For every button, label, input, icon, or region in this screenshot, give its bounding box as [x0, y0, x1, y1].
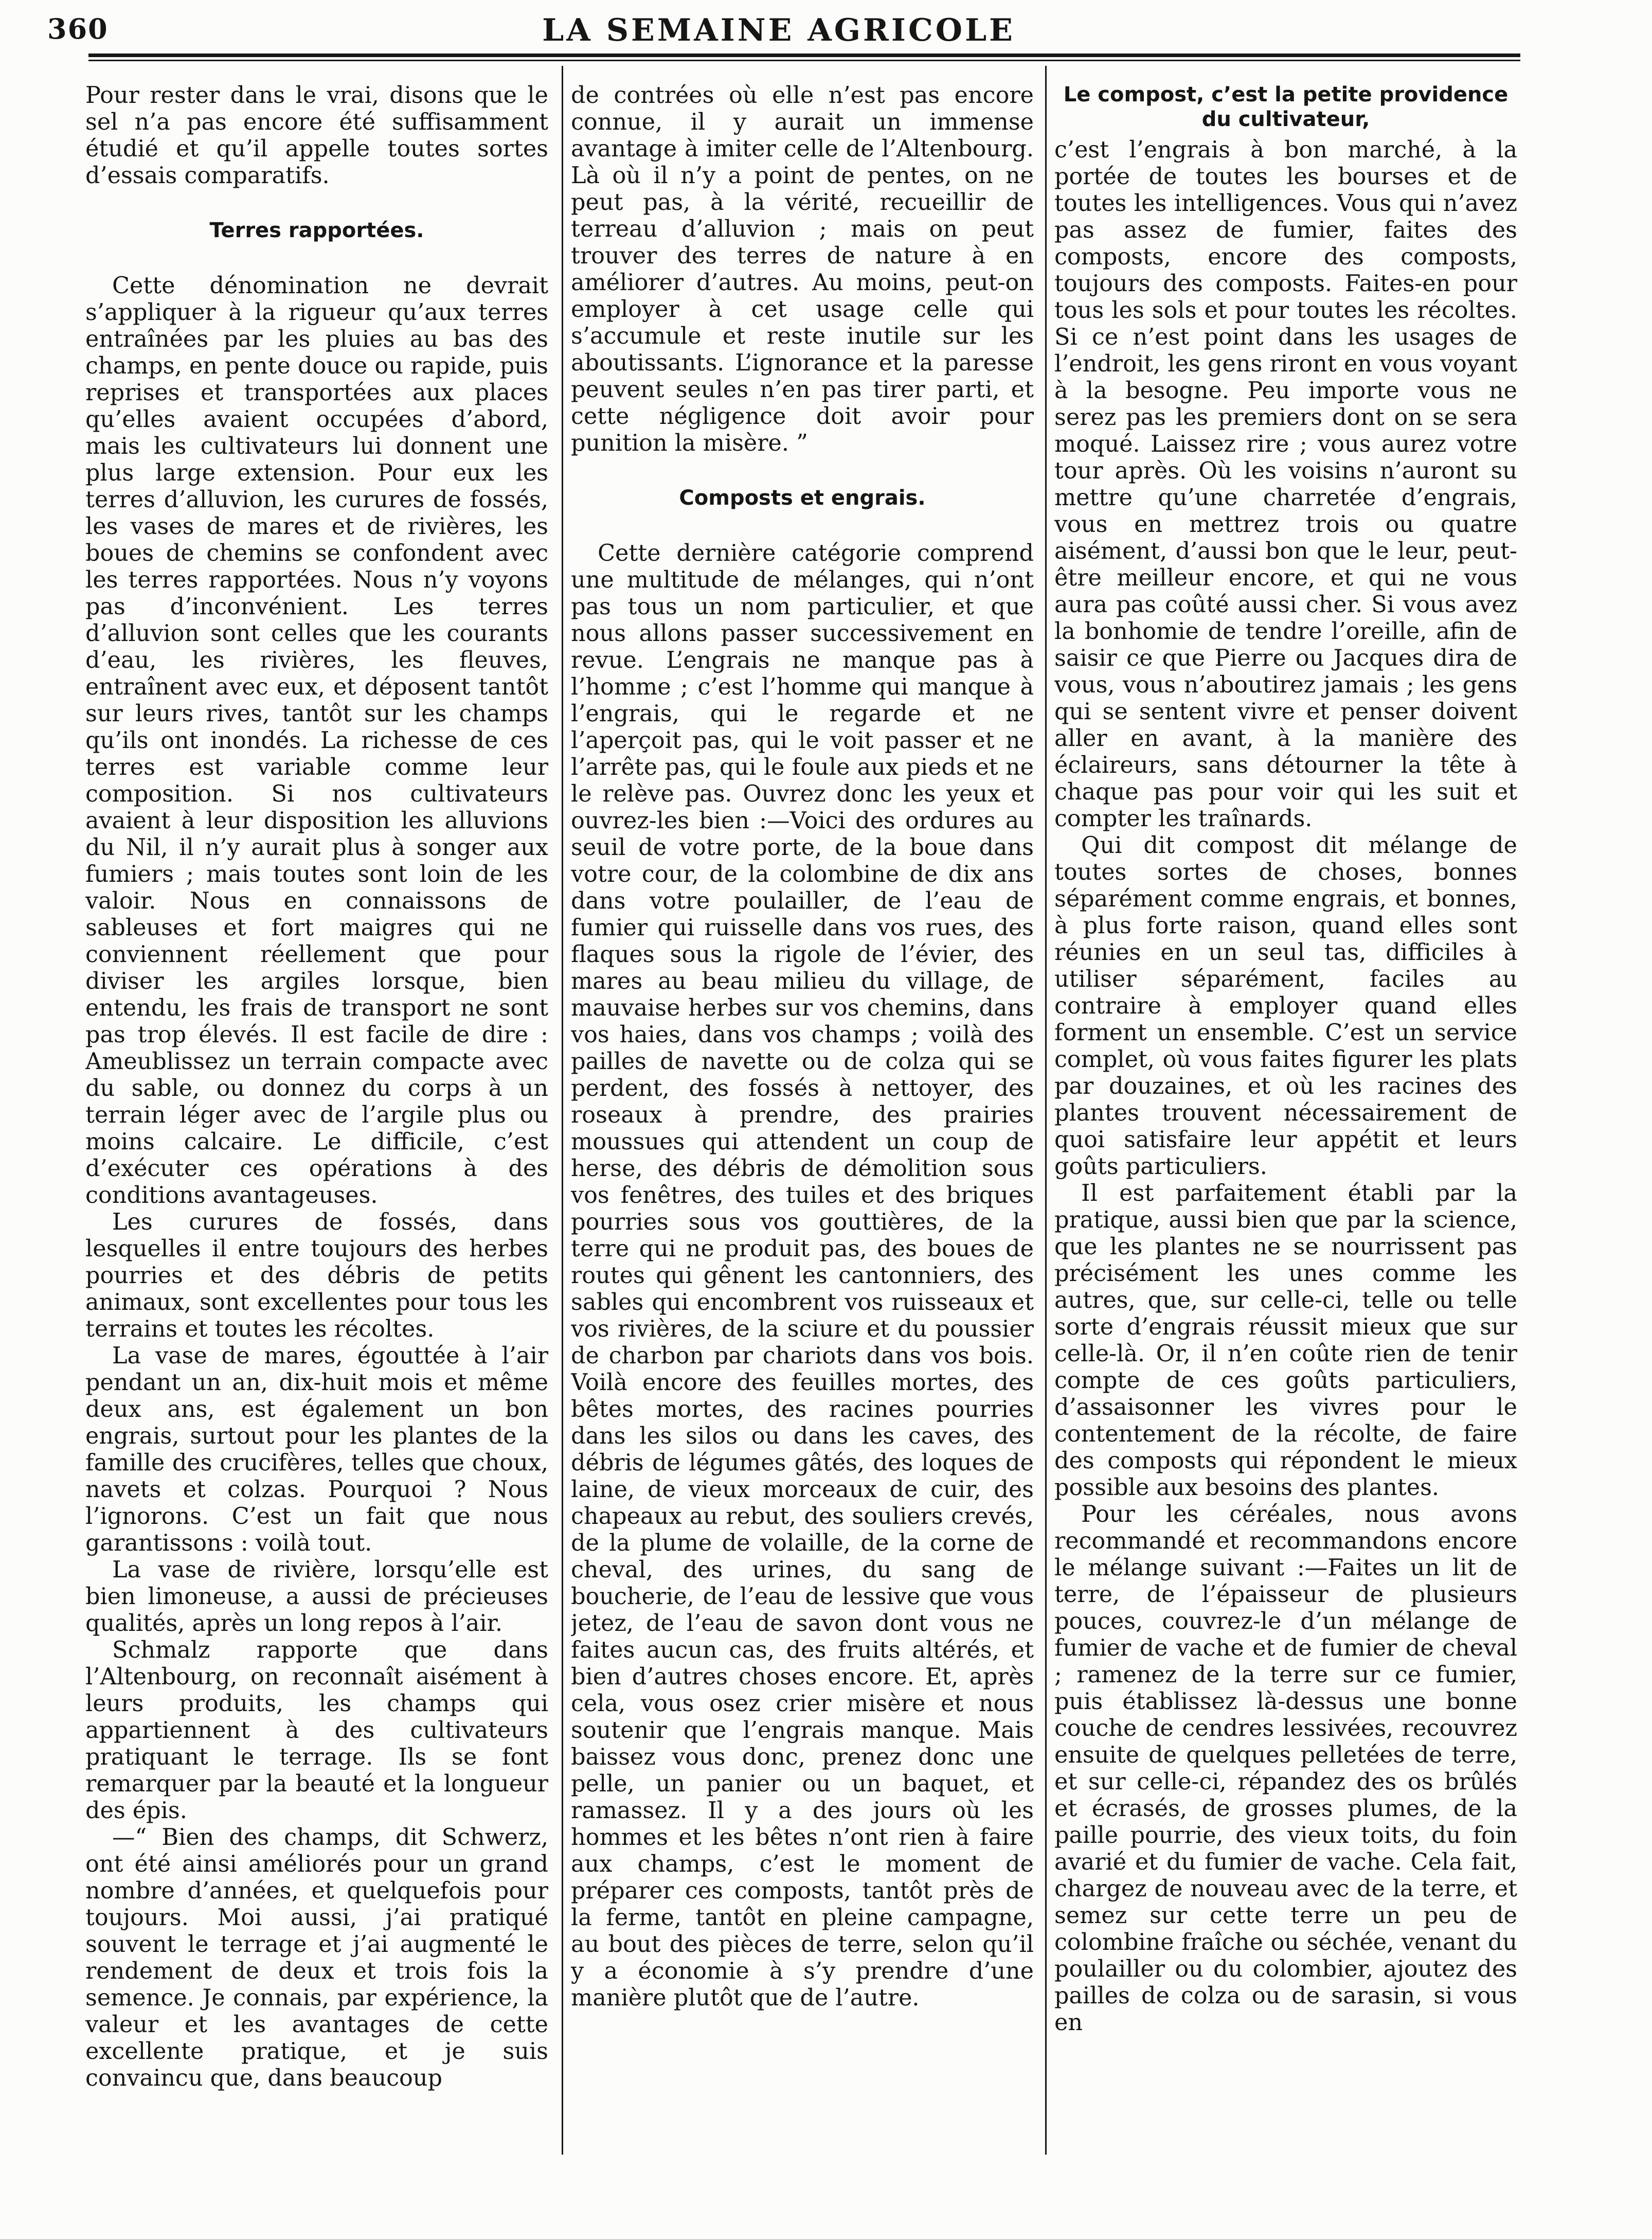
- paragraph: Il est parfaitement établi par la pratique, aussi bien que par la science, que les plantes ne se nourrissent pas précisément les unes comme les autres, que, sur celle-ci, telle ou telle sorte d’engrais réussit mieux que sur celle-là. Or, il n’en coûte rien de tenir compte de ces goûts particuliers, d’assaisonner les vivres pour le contentement de la récolte, de faire des composts qui répondent le mieux possible aux besoins des plantes.: [1054, 1180, 1517, 1501]
- running-title: LA SEMAINE AGRICOLE: [542, 12, 1015, 48]
- paragraph-quote: —“ Bien des champs, dit Schwerz, ont été ainsi améliorés pour un grand nombre d’années, et quelquefois pour toujours. Moi aussi, j’ai pratiqué souvent le terrage et j’ai augmenté le rendement de deux et trois fois la semence. Je connais, par expérience, la valeur et les avantages de cette excellente pratique, et je suis convaincu que, dans beaucoup: [85, 1824, 548, 2091]
- column-left: [85, 82, 548, 2151]
- column-separator: [562, 66, 563, 2155]
- paragraph: Les curures de fossés, dans lesquelles il entre toujours des herbes pourries et des débris de petits animaux, sont excellentes pour tous les terrains et toutes les récoltes.: [85, 1209, 548, 1342]
- page-number: 360: [47, 12, 109, 45]
- header-rule-thin: [88, 60, 1520, 61]
- section-heading-composts-et-engrais: Composts et engrais.: [679, 486, 926, 510]
- paragraph: La vase de mares, égouttée à l’air pendant un an, dix-huit mois et même deux ans, est également un bon engrais, surtout pour les plantes de la famille des crucifères, telles que choux, navets et colzas. Pourquoi ? Nous l’ignorons. C’est un fait que nous garantissons : voilà tout.: [85, 1343, 548, 1556]
- paragraph: Cette dernière catégorie comprend une multitude de mélanges, qui n’ont pas tous un nom particulier, et que nous allons passer successivement en revue. L’engrais ne manque pas à l’homme ; c’est l’homme qui manque à l’engrais, qui le regarde et ne l’aperçoit pas, qui le voit passer et ne l’arrête pas, qui le foule aux pieds et ne le relève pas. Ouvrez donc les yeux et ouvrez-les bien :—Voici des ordures au seuil de votre porte, de la boue dans votre cour, de la colombine de dix ans dans votre poulailler, de l’eau de fumier qui ruisselle dans vos rues, des flaques sous la rigole de l’évier, des mares au beau milieu du village, de mauvaise herbes sur vos chemins, dans vos haies, dans vos champs ; voilà des pailles de navette ou de colza qui se perdent, des fossés à nettoyer, des roseaux à prendre, des prairies moussues qui attendent un coup de herse, des débris de démolition sous vos fenêtres, des tuiles et des briques pourries sous vos gouttières, de la terre qui ne produit pas, des boues de routes qui gênent les cantonniers, des sables qui encombrent vos ruisseaux et vos rivières, de la sciure et du poussier de charbon par chariots dans vos bois. Voilà encore des feuilles mortes, des bêtes mortes, des racines pourries dans les silos ou dans les caves, des débris de légumes gâtés, des loques de laine, de vieux morceaux de cuir, des chapeaux au rebut, des souliers crevés, de la plume de volaille, de la corne de cheval, des urines, du sang de boucherie, de l’eau de lessive que vous jetez, de l’eau de savon dont vous ne faites aucun cas, des fruits altérés, et bien d’autres choses encore. Et, après cela, vous osez crier misère et nous soutenir que l’engrais manque. Mais baissez vous donc, prenez donc une pelle, un panier ou un baquet, et ramassez. Il y a des jours où les hommes et les bêtes n’ont rien à faire aux champs, c’est le moment de préparer ces composts, tantôt près de la ferme, tantôt en pleine campagne, au bout des pièces de terre, selon qu’il y a économie à s’y prendre d’une manière plutôt que de l’autre.: [571, 540, 1034, 2011]
- paragraph-continued: Pour rester dans le vrai, disons que le sel n’a pas encore été suffisamment étudié et qu’il appelle toutes sortes d’essais comparatifs.: [85, 82, 548, 189]
- column-separator: [1045, 66, 1047, 2155]
- paragraph-continued: c’est l’engrais à bon marché, à la portée de toutes les bourses et de toutes les intelligences. Vous qui n’avez pas assez de fumier, faites des composts, encore des composts, toujours des composts. Faites-en pour tous les sols et pour toutes les récoltes. Si ce n’est point dans les usages de l’endroit, les gens riront en vous voyant à la besogne. Peu importe vous ne serez pas les premiers dont on se sera moqué. Laissez rire ; vous aurez votre tour après. Où les voisins n’auront su mettre qu’une charretée d’engrais, vous en mettrez trois ou quatre aisément, d’aussi bon que le leur, peut-être meilleur encore, et qui ne vous aura pas coûté aussi cher. Si vous avez la bonhomie de tendre l’oreille, afin de saisir ce que Pierre ou Jacques dira de vous, vous n’aboutirez jamais ; les gens qui se sentent vivre et penser doivent aller en avant, à la manière des éclaireurs, sans détourner la tête à chaque pas pour voir qui les suit et compter les traînards.: [1054, 137, 1517, 832]
- paragraph-continued: de contrées où elle n’est pas encore connue, il y aurait un immense avantage à imiter celle de l’Altenbourg. Là où il n’y a point de pentes, on ne peut pas, à la vérité, recueillir de terreau d’alluvion ; mais on peut trouver des terres de nature à en améliorer d’autres. Au moins, peut-on employer à cet usage celle qui s’accumule et reste inutile sur les aboutissants. L’ignorance et la paresse peuvent seules n’en pas tirer parti, et cette négligence doit avoir pour punition la misère. ”: [571, 82, 1034, 456]
- header-rule-thick: [88, 54, 1520, 57]
- paragraph: Schmalz rapporte que dans l’Altenbourg, on reconnaît aisément à leurs produits, les champs qui appartiennent à des cultivateurs pratiquant le terrage. Ils se font remarquer par la beauté et la longueur des épis.: [85, 1637, 548, 1824]
- paragraph: Cette dénomination ne devrait s’appliquer à la rigueur qu’aux terres entraînées par les pluies au bas des champs, en pente douce ou rapide, puis reprises et transportées aux places qu’elles avaient occupées d’abord, mais les cultivateurs lui donnent une plus large extension. Pour eux les terres d’alluvion, les curures de fossés, les vases de mares et de rivières, les boues de chemins se confondent avec les terres rapportées. Nous n’y voyons pas d’inconvénient. Les terres d’alluvion sont celles que les courants d’eau, les rivières, les fleuves, entraînent avec eux, et déposent tantôt sur leurs rives, tantôt sur les champs qu’ils ont inondés. La richesse de ces terres est variable comme leur composition. Si nos cultivateurs avaient à leur disposition les alluvions du Nil, il n’y aurait plus à songer aux fumiers ; mais toutes sont loin de les valoir. Nous en connaissons de sableuses et fort maigres qui ne conviennent réellement que pour diviser les argiles lorsque, bien entendu, les frais de transport ne sont pas trop élevés. Il est facile de dire : Ameublissez un terrain compacte avec du sable, ou donnez du corps à un terrain léger avec de l’argile plus ou moins calcaire. Le difficile, c’est d’exécuter ces opérations à des conditions avantageuses.: [85, 273, 548, 1209]
- section-heading-terres-rapportees: Terres rapportées.: [209, 219, 424, 242]
- page-header: [40, 7, 1517, 49]
- section-heading-le-compost: Le compost, c’est la petite providence du cultivateur,: [1063, 83, 1509, 131]
- paragraph: Pour les céréales, nous avons recommandé et recommandons encore le mélange suivant :—Faites un lit de terre, de l’épaisseur de plusieurs pouces, couvrez-le d’un mélange de fumier de vache et de fumier de cheval ; ramenez de la terre sur ce fumier, puis établissez là-dessus une bonne couche de cendres lessivées, recouvrez ensuite de quelques pelletées de terre, et sur celle-ci, répandez des os brûlés et écrasés, de grosses plumes, de la paille pourrie, des vieux toits, du foin avarié et du fumier de vache. Cela fait, chargez de nouveau avec de la terre, et semez sur cette terre un peu de colombine fraîche ou séchée, venant du poulailler ou du colombier, ajoutez des pailles de colza ou de sarasin, si vous en: [1054, 1501, 1517, 2036]
- column-right: [1054, 82, 1517, 2151]
- paragraph: Qui dit compost dit mélange de toutes sortes de choses, bonnes séparément comme engrais, et bonnes, à plus forte raison, quand elles sont réunies en un seul tas, difficiles à utiliser séparément, faciles au contraire à employer quand elles forment un ensemble. C’est un service complet, où vous faites figurer les plats par douzaines, et où les racines des plantes trouvent nécessairement de quoi satisfaire leur appétit et leurs goûts particuliers.: [1054, 832, 1517, 1180]
- column-middle: [571, 82, 1034, 2151]
- paragraph: La vase de rivière, lorsqu’elle est bien limoneuse, a aussi de précieuses qualités, après un long repos à l’air.: [85, 1557, 548, 1637]
